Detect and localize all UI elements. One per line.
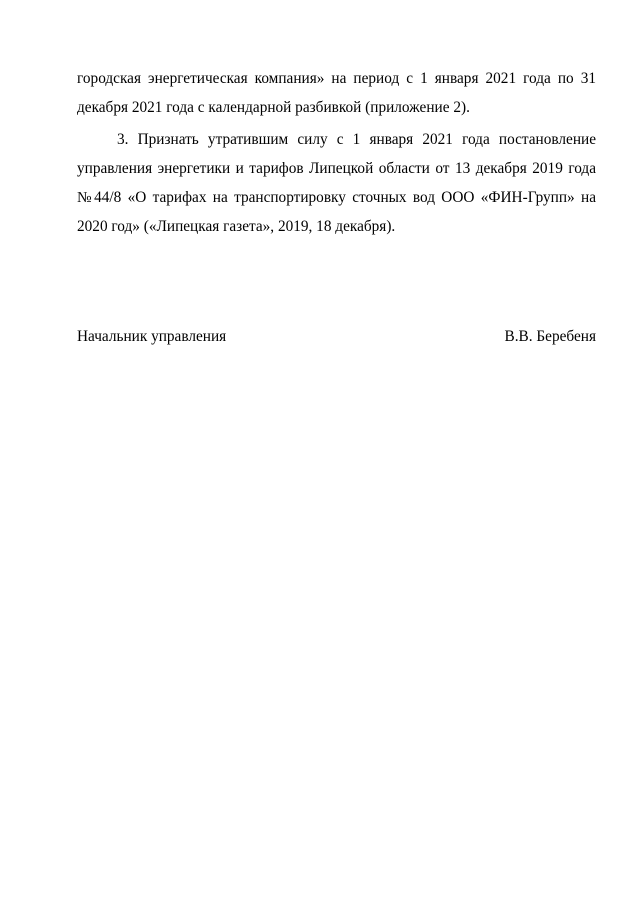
signature-block — [77, 325, 596, 349]
paragraph-item-3: 3. Признать утратившим силу с 1 января 2021 года постановление управления энергетики и тарифов Липецкой области от 13 декабря 2019 года №44/8 «О тарифах на транспортировку сточных вод ООО «ФИН-Групп» на 2020 год» («Липецкая газета», 2019, 18 декабря). — [77, 131, 596, 235]
signatory-position: Начальник управления — [77, 328, 227, 345]
signatory-name: В.В. Беребеня — [504, 328, 596, 345]
paragraph-continuation: городская энергетическая компания» на период с 1 января 2021 года по 31 декабря 2021 года с календарной разбивкой (приложение 2). — [77, 70, 596, 116]
